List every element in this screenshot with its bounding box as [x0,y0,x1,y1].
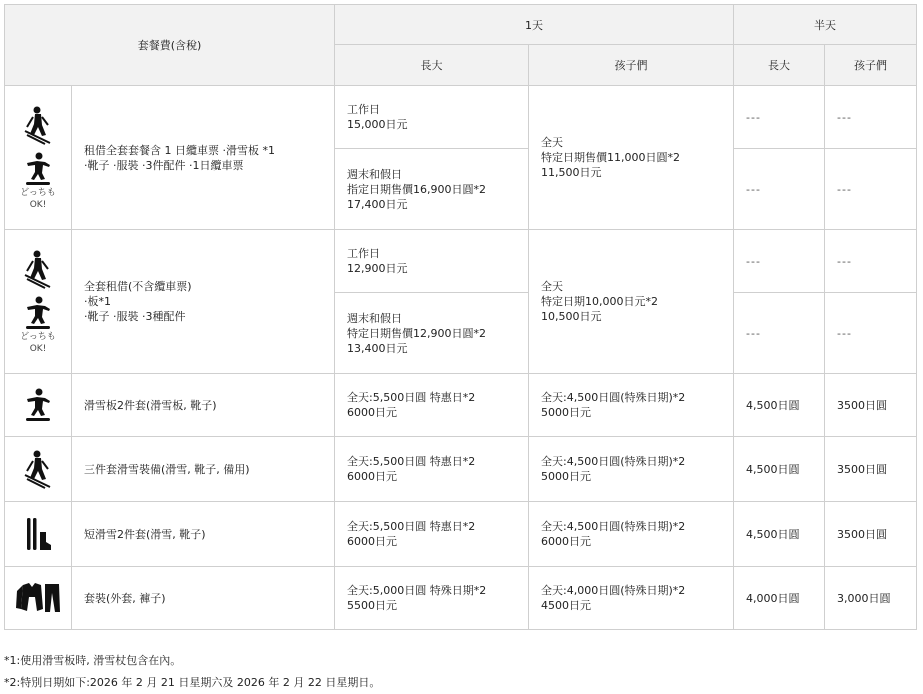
adult-price: 全天:5,500日圓 特惠日*2 6000日元 [335,502,529,567]
skis-boots-icon [23,514,53,554]
row-icon-cell [5,374,72,437]
ok-label-2: OK! [29,199,47,210]
header-plan: 套餐費(含稅) [5,5,335,86]
row-icon-cell [5,86,72,230]
half-child-price: --- [825,230,917,293]
row-icon-cell [5,230,72,374]
child-price: 全天:4,500日圓(特殊日期)*2 6000日元 [529,502,734,567]
footnotes [4,650,380,694]
row-icon-cell [5,502,72,567]
ok-label-2: OK! [29,343,47,354]
rental-price-table [4,4,917,630]
half-adult-price: 4,500日圓 [734,374,825,437]
plan-name: 滑雪板2件套(滑雪板, 靴子) [72,374,335,437]
skier-icon [23,249,53,289]
header-adult: 長大 [335,45,529,86]
plan-name: 全套租借(不含纜車票) ·板*1 ·靴子 ·服裝 ·3種配件 [72,230,335,374]
ok-label-1: どっちも [20,331,56,342]
child-price: 全天 特定日期售價11,000日圓*2 11,500日元 [529,86,734,230]
header-one-day: 1天 [335,5,734,45]
header-child: 孩子們 [529,45,734,86]
half-adult-price: --- [734,293,825,374]
snowboarder-icon [23,387,53,423]
half-adult-price: --- [734,149,825,230]
half-adult-price: 4,500日圓 [734,502,825,567]
half-adult-price: 4,500日圓 [734,437,825,502]
header-adult-half: 長大 [734,45,825,86]
adult-price: 全天:5,500日圓 特惠日*2 6000日元 [335,374,529,437]
adult-weekend-price: 週末和假日 特定日期售價12,900日圓*2 13,400日元 [335,293,529,374]
skier-icon [23,449,53,489]
half-adult-price: --- [734,86,825,149]
plan-name: 短滑雪2件套(滑雪, 靴子) [72,502,335,567]
adult-price: 全天:5,000日圓 特殊日期*2 5500日元 [335,567,529,630]
footnote-2: *2:特別日期如下:2026 年 2 月 21 日星期六及 2026 年 2 月 22 日星期日。 [4,676,381,689]
adult-price: 全天:5,500日圓 特惠日*2 6000日元 [335,437,529,502]
half-child-price: --- [825,86,917,149]
header-half-day: 半天 [734,5,917,45]
child-price: 全天:4,500日圓(特殊日期)*2 5000日元 [529,437,734,502]
child-price: 全天:4,000日圓(特殊日期)*2 4500日元 [529,567,734,630]
half-child-price: 3500日圓 [825,374,917,437]
half-child-price: 3,000日圓 [825,567,917,630]
snowboarder-icon [23,151,53,187]
snowboarder-icon [23,295,53,331]
half-child-price: 3500日圓 [825,502,917,567]
child-price: 全天:4,500日圓(特殊日期)*2 5000日元 [529,374,734,437]
half-adult-price: 4,000日圓 [734,567,825,630]
footnote-1: *1:使用滑雪板時, 滑雪杖包含在內。 [4,654,182,667]
half-adult-price: --- [734,230,825,293]
adult-weekday-price: 工作日 12,900日元 [335,230,529,293]
ok-label-1: どっちも [20,187,56,198]
row-icon-cell [5,437,72,502]
half-child-price: --- [825,149,917,230]
child-price: 全天 特定日期10,000日元*2 10,500日元 [529,230,734,374]
plan-name: 三件套滑雪裝備(滑雪, 靴子, 備用) [72,437,335,502]
plan-name: 套裝(外套, 褲子) [72,567,335,630]
skier-icon [23,105,53,145]
jacket-pants-icon [15,581,61,615]
header-child-half: 孩子們 [825,45,917,86]
half-child-price: 3500日圓 [825,437,917,502]
adult-weekend-price: 週末和假日 指定日期售價16,900日圓*2 17,400日元 [335,149,529,230]
half-child-price: --- [825,293,917,374]
adult-weekday-price: 工作日 15,000日元 [335,86,529,149]
plan-name: 租借全套套餐含 1 日纜車票 ·滑雪板 *1 ·靴子 ·服裝 ·3件配件 ·1日纜車票 [72,86,335,230]
row-icon-cell [5,567,72,630]
